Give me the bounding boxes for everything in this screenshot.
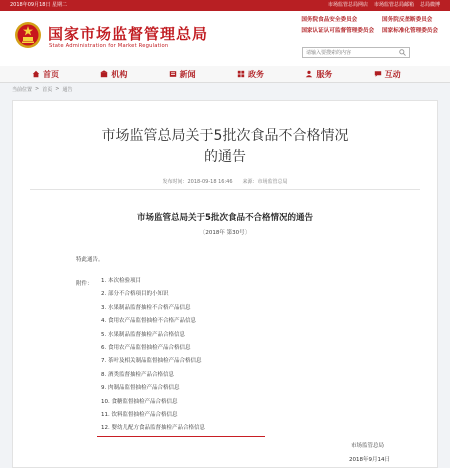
sign-date: 2018年9月14日 [349, 457, 390, 463]
nav-news[interactable] [157, 69, 225, 80]
nav-home-label: 首页 [43, 69, 59, 79]
site-subtitle: State Administration for Market Regulation [49, 43, 169, 49]
signer: 市场监管总局 [350, 443, 384, 449]
publish-time: 发布时间：2018-09-18 16:46 [162, 179, 233, 185]
home-icon [32, 70, 40, 78]
service-icon [305, 70, 313, 78]
nav-service[interactable] [293, 69, 361, 80]
nav-organization-label: 机构 [111, 69, 128, 79]
nav-service-label: 服务 [316, 69, 333, 79]
nav-affairs-label: 政务 [247, 69, 264, 79]
article-title: 市场监管总局关于5批次食品不合格情况的通告 [101, 128, 349, 165]
main-nav [0, 66, 450, 83]
search-input[interactable] [303, 48, 395, 57]
attachment-item[interactable]: 2. 部分不合格项目的小知识 [101, 291, 169, 298]
chat-icon [374, 70, 382, 78]
search-icon[interactable] [395, 48, 409, 57]
attachment-item[interactable]: 10. 食糖监督抽检产品合格信息 [101, 398, 178, 405]
top-link-mail[interactable]: 市场监管总局邮箱 [373, 2, 414, 8]
attachment-item[interactable]: 11. 饮料监督抽检产品合格信息 [101, 411, 178, 418]
building-icon [100, 70, 108, 78]
top-link-weibo[interactable]: 总局微博 [419, 2, 440, 8]
breadcrumb-current: 当前位置 [12, 87, 33, 93]
attachment-item[interactable]: 8. 酒类监督抽检产品合格信息 [101, 371, 174, 378]
gov-link-anti-monopoly[interactable]: 国务院反垄断委员会 [382, 17, 433, 23]
gov-links [301, 15, 438, 34]
top-bar [0, 0, 450, 11]
attachment-item[interactable]: 7. 茶叶及相关制品监督抽检产品合格信息 [101, 358, 202, 365]
attachment-item[interactable]: 9. 肉制品监督抽检产品合格信息 [101, 385, 180, 392]
national-emblem-icon[interactable] [14, 21, 42, 49]
top-link-shop[interactable]: 市场监管总局网店 [327, 2, 368, 8]
site-title[interactable]: 国家市场监督管理总局 [48, 25, 209, 43]
gov-link-standardization[interactable]: 国家标准化管理委员会 [382, 28, 438, 34]
nav-interaction-label: 互动 [384, 69, 401, 79]
attachment-item[interactable]: 6. 食用农产品监督抽检产品合格信息 [101, 344, 191, 351]
notice-number: 〔2018年 第30号〕 [199, 230, 251, 236]
site-header [0, 11, 450, 66]
article-meta [0, 178, 450, 185]
breadcrumb [0, 83, 450, 95]
nav-organization[interactable] [88, 69, 156, 80]
attachment-item[interactable]: 3. 水果制品监督抽检不合格产品信息 [101, 304, 191, 311]
grid-icon [237, 70, 245, 78]
nav-news-label: 新闻 [179, 69, 196, 79]
nav-interaction[interactable] [362, 69, 430, 80]
attachment-item[interactable]: 12. 婴幼儿配方食品监督抽检产品合格信息 [101, 425, 205, 432]
attachment-list [101, 275, 205, 436]
top-links [328, 0, 440, 11]
breadcrumb-notice[interactable]: 通告 [62, 87, 73, 93]
attachments-label: 附件： [76, 281, 93, 287]
attachment-item[interactable]: 4. 食用农产品监督抽检不合格产品信息 [101, 318, 196, 325]
current-date: 2018年09月18日 星期二 [10, 2, 68, 8]
attachment-item[interactable]: 5. 水果制品监督抽检产品合格信息 [101, 331, 185, 338]
notice-title: 市场监管总局关于5批次食品不合格情况的通告 [137, 213, 313, 223]
breadcrumb-home[interactable]: 首页 [42, 87, 53, 93]
news-icon [169, 70, 177, 78]
gov-link-certification[interactable]: 国家认证认可监督管理委员会 [301, 28, 375, 34]
closing-text: 特此通告。 [76, 257, 104, 263]
search-box [302, 47, 410, 58]
highlight-underline [97, 436, 265, 437]
nav-home[interactable] [20, 69, 88, 80]
attachment-item[interactable]: 1. 本次检验项目 [101, 278, 141, 284]
meta-divider [30, 189, 420, 190]
nav-affairs[interactable] [225, 69, 293, 80]
gov-link-food-safety[interactable]: 国务院食品安全委员会 [301, 17, 358, 23]
breadcrumb-separator: > [35, 86, 40, 92]
breadcrumb-separator: > [55, 86, 60, 92]
article-source: 来源：市场监管总局 [242, 179, 288, 185]
